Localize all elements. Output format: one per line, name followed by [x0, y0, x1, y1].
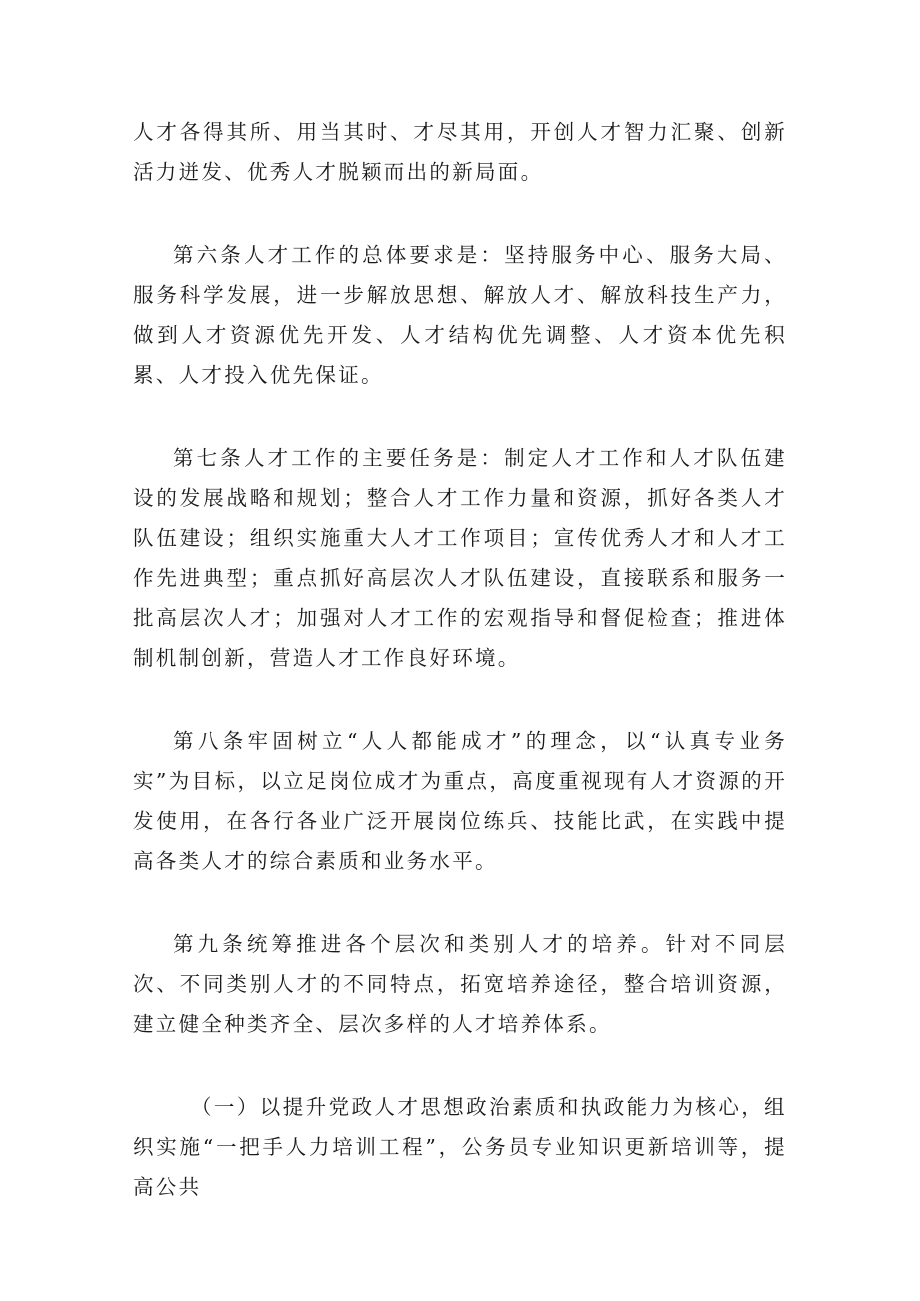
paragraph-article-7: 第七条人才工作的主要任务是：制定人才工作和人才队伍建设的发展战略和规划；整合人才工作力量和资源，抓好各类人才队伍建设；组织实施重大人才工作项目；宣传优秀人才和人才工作先进典型；重点抓好高层次人才队伍建设，直接联系和服务一批高层次人才；加强对人才工作的宏观指导和督促检查；推进体制机制创新，营造人才工作良好环境。 — [133, 446, 787, 670]
paragraph-article-8: 第八条牢固树立“人人都能成才”的理念，以“认真专业务实”为目标，以立足岗位成才为重点，高度重视现有人才资源的开发使用，在各行各业广泛开展岗位练兵、技能比武，在实践中提高各类人才的综合素质和业务水平。 — [133, 729, 787, 873]
paragraph-item-1: （一）以提升党政人才思想政治素质和执政能力为核心，组织实施“一把手人力培训工程”，公务员专业知识更新培训等，提高公共 — [133, 1095, 787, 1199]
paragraph-article-9: 第九条统筹推进各个层次和类别人才的培养。针对不同层次、不同类别人才的不同特点，拓宽培养途径，整合培训资源，建立健全种类齐全、层次多样的人才培养体系。 — [133, 932, 787, 1036]
document-body — [133, 112, 787, 1207]
paragraph-article-6: 第六条人才工作的总体要求是：坚持服务中心、服务大局、服务科学发展，进一步解放思想、解放人才、解放科技生产力，做到人才资源优先开发、人才结构优先调整、人才资本优先积累、人才投入优先保证。 — [133, 243, 787, 387]
paragraph-continuation: 人才各得其所、用当其时、才尽其用，开创人才智力汇聚、创新活力迸发、优秀人才脱颖而出的新局面。 — [133, 120, 787, 184]
